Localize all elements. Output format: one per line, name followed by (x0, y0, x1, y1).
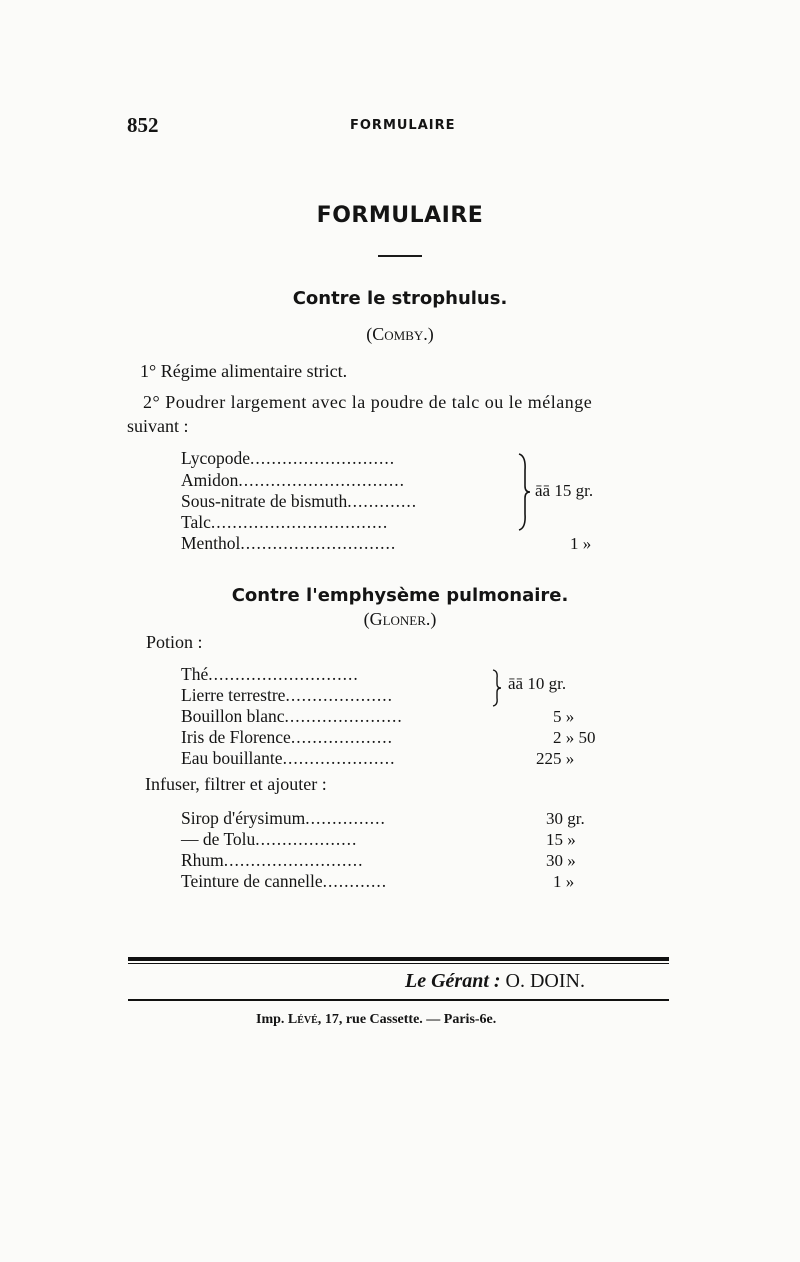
footer-rule-thick (128, 957, 669, 961)
ingredient-name: Sirop d'érysimum (181, 808, 306, 828)
addition-cannelle (181, 871, 387, 892)
addition-tolu (181, 829, 357, 850)
ingredient-lycopode (181, 448, 395, 469)
instruction: Infuser, filtrer et ajouter : (145, 774, 327, 794)
ingredient-name: Teinture de cannelle (181, 871, 323, 891)
step-2-continued: suivant : (127, 416, 189, 436)
dot-leader: ................................. (210, 512, 389, 532)
ingredient-name: Talc (181, 512, 211, 532)
ingredient-bismuth (181, 491, 417, 512)
quantity-eau: 225 » (536, 749, 575, 768)
ingredient-the (181, 664, 359, 685)
ingredient-name: Lycopode (181, 448, 251, 468)
imprint-name: Lévé, (287, 1012, 322, 1027)
ingredient-menthol (181, 533, 396, 554)
ingredient-name: Bouillon blanc (181, 706, 285, 726)
ingredient-name: Lierre terrestre (181, 685, 286, 705)
dot-leader: ..................... (282, 748, 396, 768)
gerant-name: O. DOIN. (505, 970, 585, 992)
menthol-quantity: 1 » (570, 534, 592, 553)
brace-icon (516, 452, 532, 532)
dot-leader: ...................... (284, 706, 403, 726)
dot-leader: ............................... (238, 470, 405, 490)
ingredient-name: Eau bouillante (181, 748, 283, 768)
addition-sirop (181, 808, 386, 829)
imprint-line (256, 1012, 496, 1028)
quantity-sirop: 30 gr. (546, 809, 585, 828)
ingredient-name: Sous-nitrate de bismuth (181, 491, 348, 511)
potion-intro: Potion : (146, 632, 203, 652)
addition-rhum (181, 850, 364, 871)
section-title-strophulus: Contre le strophulus. (292, 288, 508, 309)
dot-leader: ............... (305, 808, 386, 828)
title-rule (378, 255, 422, 257)
author-name: Comby (372, 324, 424, 344)
dot-leader: ............................. (240, 533, 397, 553)
ingredient-name: Amidon (181, 470, 239, 490)
quantity-iris: 2 » 50 (553, 728, 596, 747)
quantity-tolu: 15 » (546, 830, 576, 849)
ingredient-lierre (181, 685, 393, 706)
dot-leader: ................... (255, 829, 358, 849)
dot-leader: .......................... (223, 850, 364, 870)
dot-leader: ............ (322, 871, 388, 891)
ingredient-amidon (181, 470, 405, 491)
imprint-prefix: Imp. (256, 1012, 285, 1027)
imprint-address: 17, rue Cassette. — Paris-6e. (324, 1012, 497, 1027)
ingredient-iris (181, 727, 393, 748)
ingredient-eau (181, 748, 395, 769)
section-title-emphyseme: Contre l'emphysème pulmonaire. (231, 585, 569, 606)
step-1: 1° Régime alimentaire strict. (140, 361, 348, 381)
quantity-bouillon: 5 » (553, 707, 575, 726)
author-comby: (Comby.) (366, 324, 434, 344)
footer-rule-bottom (128, 999, 669, 1001)
ingredient-name: Menthol (181, 533, 241, 553)
brace-icon (490, 668, 504, 708)
dot-leader: ............. (347, 491, 418, 511)
quantity-rhum: 30 » (546, 851, 576, 870)
ingredient-bouillon (181, 706, 403, 727)
quantity-cannelle: 1 » (553, 872, 575, 891)
dot-leader: ................... (290, 727, 393, 747)
ingredient-name: Iris de Florence (181, 727, 291, 747)
step-2: 2° Poudrer largement avec la poudre de talc ou le mélange (143, 392, 593, 412)
author-name: Gloner (369, 609, 426, 629)
running-title: FORMULAIRE (350, 118, 456, 133)
ingredient-name: Rhum (181, 850, 224, 870)
gerant-label: Le Gérant : (405, 970, 501, 992)
gerant-line (405, 970, 585, 993)
page-number: 852 (127, 113, 159, 137)
ingredient-name: — de Tolu (181, 829, 256, 849)
dot-leader: ........................... (250, 448, 396, 468)
dot-leader: ............................ (208, 664, 359, 684)
group-quantity: āā 15 gr. (535, 481, 594, 500)
group-quantity-the-lierre: āā 10 gr. (508, 674, 567, 693)
author-gloner: (Gloner.) (363, 609, 437, 629)
page-title: FORMULAIRE (316, 203, 484, 228)
dot-leader: .................... (285, 685, 393, 705)
ingredient-talc (181, 512, 388, 533)
ingredient-name: Thé (181, 664, 209, 684)
footer-rule-thin (128, 963, 669, 964)
